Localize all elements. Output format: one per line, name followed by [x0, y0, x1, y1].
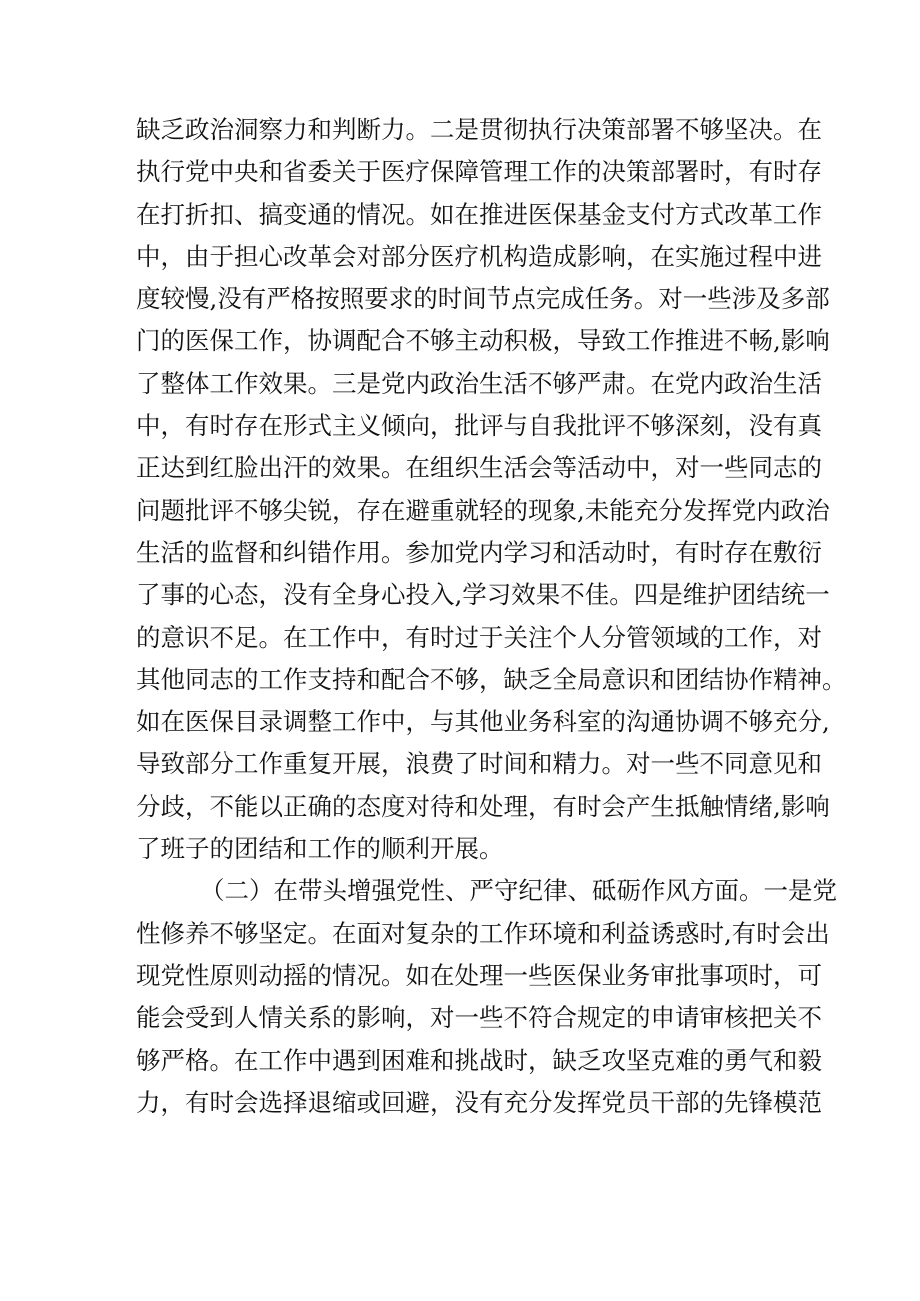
text-line: 分歧，不能以正确的态度对待和处理，有时会产生抵触情绪,影响	[136, 791, 830, 821]
text-line: 执行党中央和省委关于医疗保障管理工作的决策部署时，有时存	[136, 157, 822, 187]
text-line: 生活的监督和纠错作用。参加党内学习和活动时，有时存在敷衍	[136, 537, 822, 567]
text-line: 缺乏政治洞察力和判断力。二是贯彻执行决策部署不够坚决。在	[136, 115, 822, 144]
text-line: 现党性原则动摇的情况。如在处理一些医保业务审批事项时，可	[136, 960, 822, 990]
text-line: 力，有时会选择退缩或回避，没有充分发挥党员干部的先锋模范	[136, 1087, 822, 1117]
text-line: 正达到红脸出汗的效果。在组织生活会等活动中，对一些同志的	[136, 453, 822, 483]
text-line: 性修养不够坚定。在面对复杂的工作环境和利益诱惑时,有时会出	[136, 918, 830, 948]
text-line: （二）在带头增强党性、严守纪律、砥砺作风方面。一是党	[200, 876, 837, 906]
text-line: 中，有时存在形式主义倾向，批评与自我批评不够深刻，没有真	[136, 411, 822, 441]
document-body	[136, 109, 847, 1124]
text-line: 能会受到人情关系的影响，对一些不符合规定的申请审核把关不	[136, 1003, 822, 1033]
text-line: 的意识不足。在工作中，有时过于关注个人分管领域的工作，对	[136, 622, 822, 652]
paragraph-1	[136, 109, 847, 870]
text-line: 了班子的团结和工作的顺利开展。	[136, 834, 504, 864]
text-line: 了整体工作效果。三是党内政治生活不够严肃。在党内政治生活	[136, 368, 822, 398]
text-line: 在打折扣、搞变通的情况。如在推进医保基金支付方式改革工作	[136, 199, 822, 229]
text-line: 中，由于担心改革会对部分医疗机构造成影响，在实施过程中进	[136, 241, 822, 271]
text-line: 度较慢,没有严格按照要求的时间节点完成任务。对一些涉及多部	[136, 284, 830, 314]
text-line: 导致部分工作重复开展，浪费了时间和精力。对一些不同意见和	[136, 749, 822, 779]
text-line: 问题批评不够尖锐，存在避重就轻的现象,未能充分发挥党内政治	[136, 495, 830, 525]
text-line: 够严格。在工作中遇到困难和挑战时，缺乏攻坚克难的勇气和毅	[136, 1045, 822, 1075]
text-line: 如在医保目录调整工作中，与其他业务科室的沟通协调不够充分,	[136, 707, 830, 737]
text-line: 其他同志的工作支持和配合不够，缺乏全局意识和团结协作精神。	[136, 664, 847, 694]
text-line: 门的医保工作，协调配合不够主动积极，导致工作推进不畅,影响	[136, 326, 830, 356]
paragraph-2	[136, 870, 837, 1124]
text-line: 了事的心态，没有全身心投入,学习效果不佳。四是维护团结统一	[136, 580, 830, 610]
